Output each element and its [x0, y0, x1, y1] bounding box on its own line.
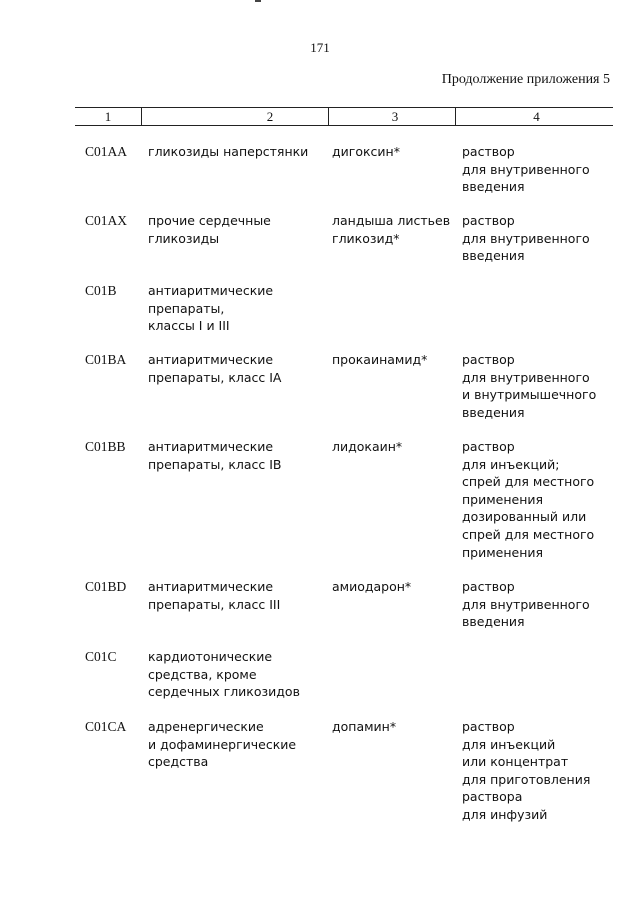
pharmacological-group-line: антиаритмические [148, 579, 274, 594]
drug-name-line: ландыша листьев [332, 213, 451, 228]
pharmacological-group-line: кардиотонические [148, 649, 273, 664]
pharmacological-group-line: антиаритмические [148, 352, 274, 367]
column-divider [141, 107, 142, 125]
drug-name-line: гликозид* [332, 230, 400, 246]
dosage-form [462, 578, 612, 631]
drug-name [332, 351, 457, 369]
pharmacological-group-line: антиаритмические [148, 283, 274, 298]
dosage-form [462, 212, 612, 265]
pharmacological-group-line: и дофаминергические [148, 736, 297, 752]
dosage-form-line: для внутривенного [462, 230, 590, 246]
column-header-1: 1 [104, 109, 112, 124]
atc-code: C01BB [85, 439, 126, 454]
dosage-form-line: для внутривенного [462, 596, 590, 612]
dosage-form-line: введения [462, 614, 525, 630]
drug-name [332, 212, 457, 247]
atc-code: C01AA [85, 144, 128, 159]
pharmacological-group-line: гликозиды наперстянки [148, 144, 309, 159]
drug-name-line: дигоксин* [332, 144, 400, 159]
pharmacological-group [148, 718, 328, 771]
drug-name-line: допамин* [332, 719, 397, 734]
pharmacological-group-line: препараты, [148, 300, 225, 316]
column-divider [455, 107, 456, 125]
continuation-label: Продолжение приложения 5 [441, 72, 610, 87]
atc-code: C01BD [85, 579, 127, 594]
dosage-form [462, 351, 612, 421]
dosage-form [462, 438, 612, 561]
dosage-form-line: и внутримышечного [462, 387, 597, 403]
dosage-form [462, 143, 612, 196]
dosage-form-line: для инъекций; [462, 456, 560, 472]
column-header-3: 3 [391, 109, 399, 124]
pharmacological-group-line: средства, кроме [148, 666, 257, 682]
drug-name [332, 438, 457, 456]
dosage-form-line: для инъекций [462, 736, 556, 752]
dosage-form-line: введения [462, 404, 525, 420]
pharmacological-group [148, 212, 328, 247]
column-divider [328, 107, 329, 125]
atc-code: C01CA [85, 719, 127, 734]
drug-name-line: прокаинамид* [332, 352, 428, 367]
pharmacological-group [148, 143, 328, 161]
drug-name-line: лидокаин* [332, 439, 403, 454]
scan-mark [255, 0, 261, 2]
dosage-form-line: раствор [462, 439, 515, 454]
dosage-form-line: раствор [462, 579, 515, 594]
pharmacological-group-line: классы I и III [148, 318, 230, 334]
drug-name-line: амиодарон* [332, 579, 412, 594]
dosage-form-line: для приготовления [462, 771, 591, 787]
dosage-form-line: введения [462, 248, 525, 264]
table-header [75, 107, 613, 126]
pharmacological-group-line: препараты, класс IA [148, 369, 282, 385]
dosage-form [462, 718, 612, 824]
atc-code: C01AX [85, 213, 128, 228]
dosage-form-line: раствор [462, 719, 515, 734]
dosage-form-line: для инфузий [462, 806, 548, 822]
dosage-form-line: спрей для местного [462, 526, 595, 542]
dosage-form-line: раствор [462, 144, 515, 159]
dosage-form-line: раствор [462, 352, 515, 367]
pharmacological-group [148, 648, 328, 701]
dosage-form-line: для внутривенного [462, 161, 590, 177]
dosage-form-line: применения [462, 491, 544, 507]
dosage-form-line: раствора [462, 789, 523, 805]
dosage-form-line: или концентрат [462, 754, 569, 770]
pharmacological-group-line: препараты, класс III [148, 596, 281, 612]
atc-code: C01B [85, 283, 117, 298]
dosage-form-line: дозированный или [462, 509, 587, 525]
pharmacological-group-line: адренергические [148, 719, 264, 734]
page-number: 171 [310, 40, 330, 55]
dosage-form-line: спрей для местного [462, 474, 595, 490]
pharmacological-group-line: препараты, класс IB [148, 456, 282, 472]
atc-code: C01BA [85, 352, 127, 367]
column-header-4: 4 [533, 109, 540, 124]
pharmacological-group [148, 351, 328, 386]
pharmacological-group-line: антиаритмические [148, 439, 274, 454]
drug-name [332, 578, 457, 596]
pharmacological-group [148, 282, 328, 335]
atc-code: C01C [85, 649, 117, 664]
pharmacological-group [148, 438, 328, 473]
pharmacological-group-line: прочие сердечные [148, 213, 271, 228]
drug-name [332, 143, 457, 161]
dosage-form-line: для внутривенного [462, 369, 590, 385]
pharmacological-group-line: сердечных гликозидов [148, 684, 300, 700]
pharmacological-group-line: средства [148, 754, 209, 770]
column-header-2: 2 [266, 109, 274, 124]
pharmacological-group-line: гликозиды [148, 230, 220, 246]
dosage-form-line: введения [462, 179, 525, 195]
drug-name [332, 718, 457, 736]
dosage-form-line: применения [462, 544, 544, 560]
dosage-form-line: раствор [462, 213, 515, 228]
pharmacological-group [148, 578, 328, 613]
